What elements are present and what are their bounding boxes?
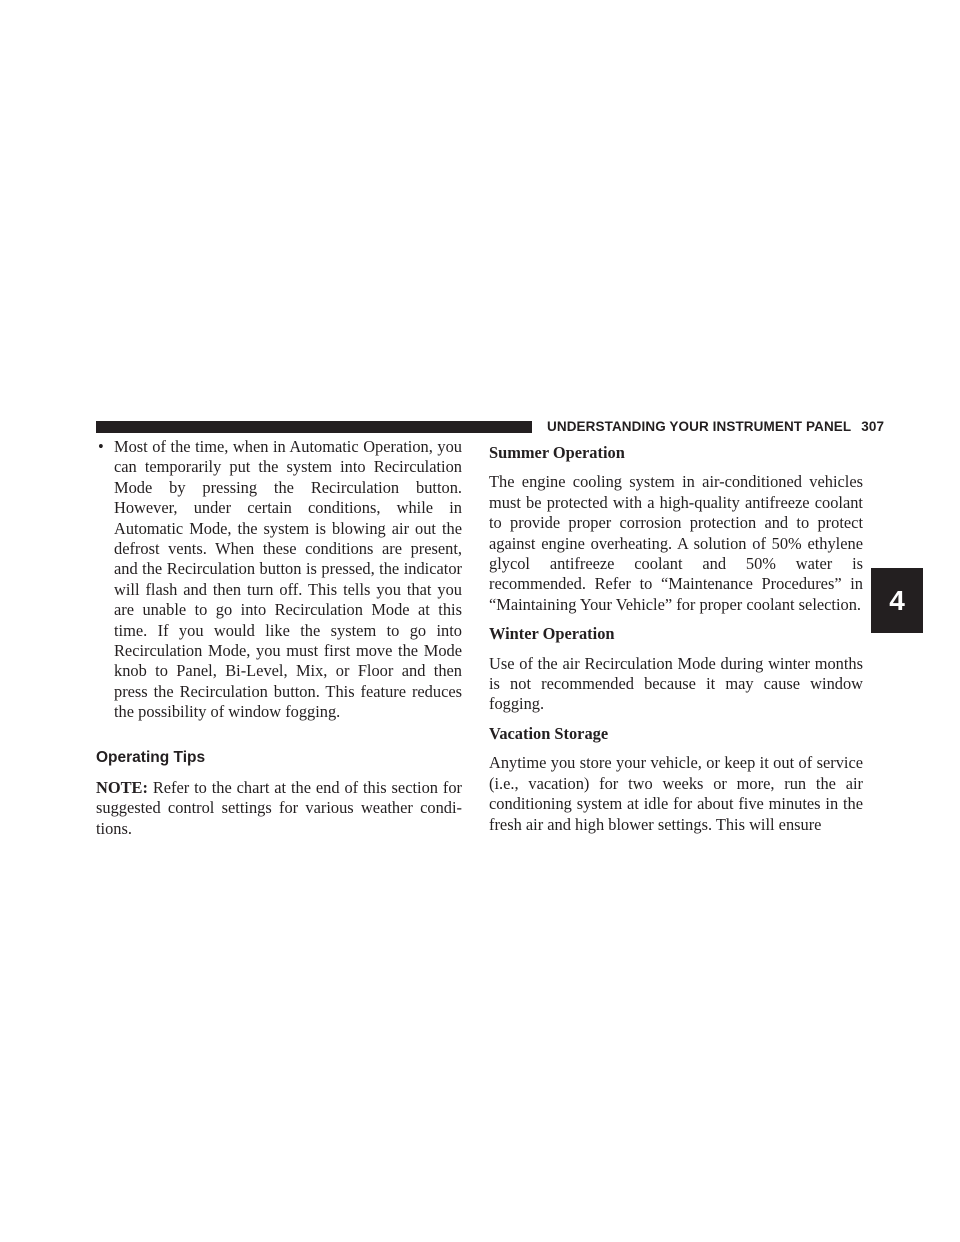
note-label: NOTE: <box>96 777 148 797</box>
right-column <box>489 443 863 844</box>
vacation-storage-heading: Vacation Storage <box>489 723 609 743</box>
chapter-tab: 4 <box>871 568 923 633</box>
bullet-text: Most of the time, when in Automatic Operation, you can temporarily put the system into Recirculation Mode by pressing the Recirculation button. However, under certain conditions, while in Automatic Mode, the system is blowing air out the defrost vents. When these conditions are present, and the Recirculation button is pressed, the indicator will flash and then turn off. This tells you that you are unable to go into Recirculation Mode at this time. If you would like the system to go into Recirculation Mode, you must first move the Mode knob to Panel, Bi-Level, Mix, or Floor and then press the Recirculation button. This feature reduces the possibility of window fogging. <box>114 437 462 722</box>
running-header <box>547 419 885 435</box>
section-title: UNDERSTANDING YOUR INSTRUMENT PANEL <box>547 419 852 434</box>
bullet-item <box>96 437 462 723</box>
left-column <box>96 437 462 839</box>
summer-operation-heading: Summer Operation <box>489 443 625 462</box>
summer-operation-text: The engine cooling system in air-conditioned vehicles must be protected with a high-quality antifreeze coolant to provide proper corrosion protection and to protect against engine overheating. A solution of 50% ethylene glycol antifreeze coolant and 50% water is recommended. Refer to “Maintenance Procedures” in “Maintaining Your Vehicle” for proper coolant selection. <box>489 472 863 614</box>
header-rule-bar <box>96 421 532 433</box>
bullet-marker: • <box>98 437 104 456</box>
page-number: 307 <box>861 419 885 434</box>
section-heading: Operating Tips <box>96 748 206 766</box>
vacation-storage-text: Anytime you store your vehicle, or keep it out of service (i.e., vacation) for two weeks or more, run the air conditioning system at idle for about five minutes in the fresh air and high blower settings. This will ensure <box>489 753 863 834</box>
winter-operation-heading: Winter Operation <box>489 624 615 644</box>
note-paragraph <box>96 778 462 839</box>
note-text: Refer to the chart at the end of this section for suggested control settings for various weather condi-tions. <box>96 777 462 838</box>
winter-operation-text: Use of the air Recirculation Mode during winter months is not recommended because it may cause window fogging. <box>489 653 863 714</box>
